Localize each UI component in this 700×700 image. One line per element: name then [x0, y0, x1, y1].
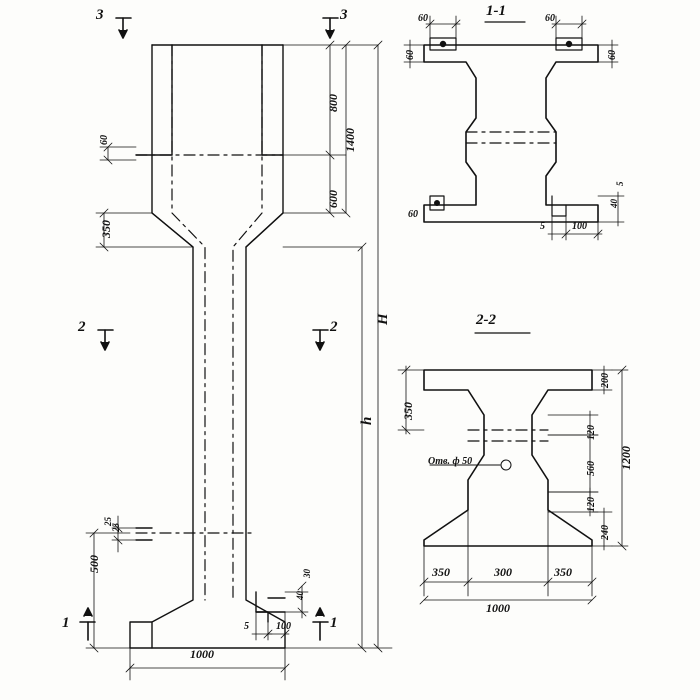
- mark3-right-arrow: [326, 30, 334, 38]
- sec11-dim-60-left: 60: [405, 50, 416, 60]
- sec11-bolt-top-right: [566, 41, 571, 46]
- dim-40-label: 40: [295, 591, 305, 600]
- mark-2-left: 2: [78, 319, 86, 335]
- dim-500-label: 500: [87, 555, 101, 573]
- sec11-ext-60a: [430, 16, 456, 38]
- elevation-bottom-left-foot: [130, 622, 152, 648]
- elevation-hidden-left: [172, 45, 205, 600]
- dim-30-label: 30: [302, 569, 312, 578]
- mark1-right-arrow: [316, 608, 324, 616]
- dim-800-label: 800: [326, 94, 340, 112]
- dim-h-label: h: [359, 416, 375, 425]
- sec22-dim-200-label: 200: [600, 373, 611, 388]
- mark-3-top-left: 3: [96, 7, 104, 23]
- sec11-dim-5-right: 5: [615, 181, 625, 186]
- sec22-dim-300: 300: [494, 565, 512, 579]
- dim-100-label: 100: [276, 621, 291, 632]
- sec22-dim-120b-label: 120: [586, 497, 597, 512]
- dim-60-label: 60: [99, 135, 110, 145]
- sec22-dim-1200-label: 1200: [619, 446, 633, 470]
- dim-5-label: 5: [244, 621, 249, 632]
- mark1-left-arrow: [84, 608, 92, 616]
- sec11-dim-60-bottom-left: 60: [408, 209, 418, 220]
- sec11-dim-40-right: 40: [609, 199, 619, 208]
- sec22-dim-350-right: 350: [554, 565, 572, 579]
- sec11-dim-60-right: 60: [607, 50, 618, 60]
- sec22-hole: [501, 460, 511, 470]
- mark2-left-arrow: [101, 342, 109, 350]
- sec11-dim-60-top-right: 60: [545, 13, 555, 24]
- sec11-tab-bottom-right: [552, 196, 566, 216]
- sec11-ext-60b: [556, 16, 582, 38]
- dim-25-label-a: 25: [111, 523, 121, 532]
- sec22-dim-350-label: 350: [401, 402, 415, 420]
- sec11-bolt-bottom-left: [435, 201, 440, 206]
- sec22-dim-240-label: 240: [600, 525, 611, 540]
- sec22-ext-350: [398, 370, 424, 430]
- elevation-right-outline: [246, 45, 285, 648]
- dim-25-label-b: 25: [103, 517, 113, 526]
- section-2-2-title: 2-2: [476, 312, 496, 328]
- dim-1400-label: 1400: [343, 128, 357, 152]
- sec22-dim-560-label: 560: [586, 461, 597, 476]
- dim-350-label: 350: [99, 220, 113, 238]
- dim-H-label: H: [375, 313, 391, 325]
- mark-2-right: 2: [330, 319, 338, 335]
- mark-1-bottom-left: 1: [62, 615, 70, 631]
- dim-600-label: 600: [326, 190, 340, 208]
- elevation-haunch-left: [152, 213, 193, 247]
- mark-3-top-right: 3: [340, 7, 348, 23]
- sec22-hole-note: Отв. ф 50: [428, 456, 473, 467]
- dim-1000-label: 1000: [190, 647, 214, 661]
- sec22-dim-1000: 1000: [486, 601, 510, 615]
- sec22-dim-350-left: 350: [432, 565, 450, 579]
- sec11-dim-60-top-left: 60: [418, 13, 428, 24]
- sec22-dim-120-label: 120: [586, 425, 597, 440]
- sec11-dim-5-bottom: 5: [540, 221, 545, 232]
- sec11-dim-100-bottom: 100: [572, 221, 587, 232]
- mark2-right-arrow: [316, 342, 324, 350]
- mark-1-bottom-right: 1: [330, 615, 338, 631]
- section-1-1-outline: [424, 45, 598, 222]
- mark3-left-arrow: [119, 30, 127, 38]
- elevation-haunch-right: [246, 213, 283, 247]
- elevation-hidden-right: [233, 45, 262, 600]
- sec11-bolt-top-left: [440, 41, 445, 46]
- section-1-1-title: 1-1: [486, 3, 506, 19]
